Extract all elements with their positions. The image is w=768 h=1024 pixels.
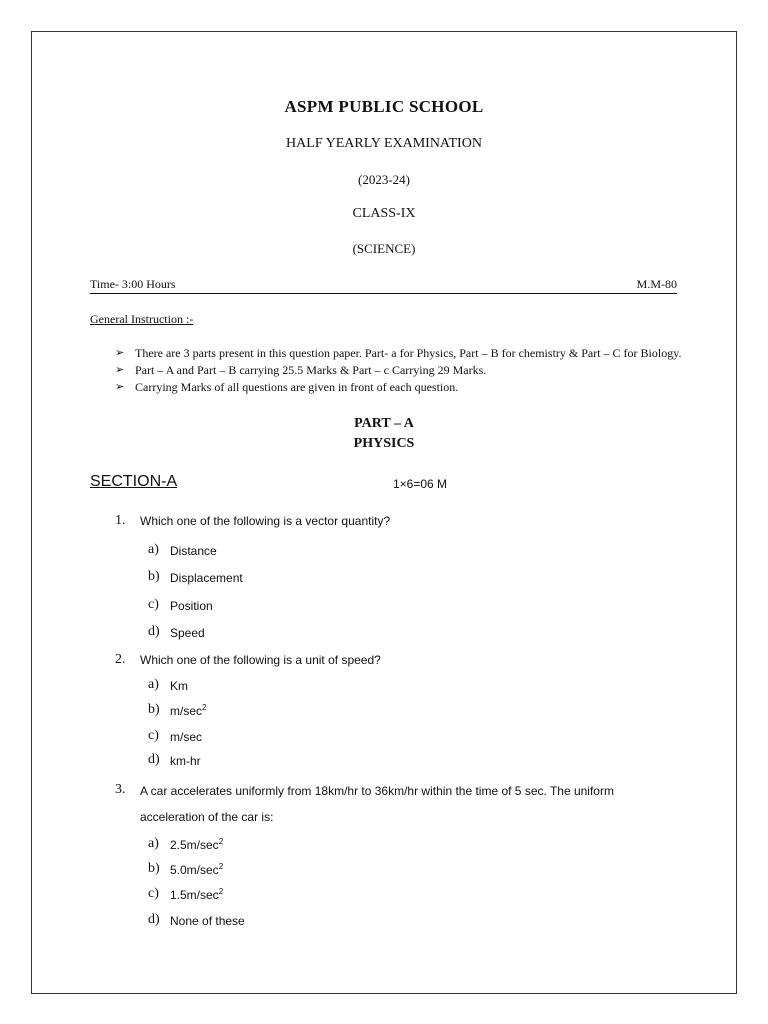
option-text: m/sec bbox=[170, 730, 203, 744]
question-text: Which one of the following is a unit of speed? bbox=[140, 653, 381, 667]
question-number: 2. bbox=[115, 652, 126, 667]
option-letter: c) bbox=[148, 597, 159, 612]
question-number: 1. bbox=[115, 513, 126, 528]
option-text: None of these bbox=[170, 914, 245, 928]
school-name: ASPM PUBLIC SCHOOL bbox=[284, 97, 484, 116]
option-letter: b) bbox=[148, 702, 160, 717]
option-value: m/sec bbox=[170, 704, 203, 718]
class-name: CLASS-IX bbox=[352, 206, 416, 221]
instruction-list bbox=[115, 346, 690, 397]
arrow-bullet-icon: ➢ bbox=[115, 381, 125, 393]
exam-title: HALF YEARLY EXAMINATION bbox=[286, 136, 482, 151]
option-letter: d) bbox=[148, 624, 160, 639]
option-text bbox=[170, 863, 223, 877]
option-text: Km bbox=[170, 679, 188, 693]
option-letter: c) bbox=[148, 728, 159, 743]
instruction-text: There are 3 parts present in this question paper. Part- a for Physics, Part – B for chemistry & Part – C for Biology. bbox=[135, 346, 682, 360]
superscript: 2 bbox=[218, 837, 224, 846]
option-letter: a) bbox=[148, 542, 159, 557]
max-marks: M.M-80 bbox=[636, 277, 677, 291]
instruction-item bbox=[115, 363, 690, 378]
option-text: Position bbox=[170, 599, 213, 613]
instruction-item bbox=[115, 346, 690, 361]
part-heading: PART – A bbox=[354, 416, 414, 431]
instruction-item bbox=[115, 380, 690, 395]
arrow-bullet-icon: ➢ bbox=[115, 347, 125, 359]
option-text: km-hr bbox=[170, 754, 201, 768]
option-text bbox=[170, 838, 223, 852]
option-letter: d) bbox=[148, 912, 160, 927]
question-number: 3. bbox=[115, 782, 126, 797]
option-letter: b) bbox=[148, 861, 160, 876]
option-value: 1.5m/sec bbox=[170, 888, 219, 902]
option-value: 5.0m/sec bbox=[170, 863, 219, 877]
time-duration: Time- 3:00 Hours bbox=[90, 277, 176, 291]
superscript: 2 bbox=[218, 887, 224, 896]
section-title: SECTION-A bbox=[90, 473, 178, 490]
exam-session: (2023-24) bbox=[358, 172, 410, 187]
option-text: Displacement bbox=[170, 571, 243, 585]
option-value: 2.5m/sec bbox=[170, 838, 219, 852]
arrow-bullet-icon: ➢ bbox=[115, 364, 125, 376]
option-text: Speed bbox=[170, 626, 205, 640]
option-text bbox=[170, 888, 223, 902]
superscript: 2 bbox=[202, 703, 207, 712]
question-text: Which one of the following is a vector quantity? bbox=[140, 514, 391, 528]
general-instruction-title: General Instruction :- bbox=[90, 312, 194, 326]
part-subject: PHYSICS bbox=[353, 436, 415, 451]
option-letter: c) bbox=[148, 886, 159, 901]
option-letter: b) bbox=[148, 569, 160, 584]
option-letter: a) bbox=[148, 677, 159, 692]
option-text bbox=[170, 704, 206, 718]
section-marks: 1×6=06 M bbox=[393, 477, 448, 491]
option-letter: a) bbox=[148, 836, 159, 851]
superscript: 2 bbox=[218, 862, 224, 871]
subject-name: (SCIENCE) bbox=[352, 241, 416, 256]
instruction-text: Carrying Marks of all questions are given in front of each question. bbox=[135, 380, 459, 394]
option-letter: d) bbox=[148, 752, 160, 767]
option-text: Distance bbox=[170, 544, 217, 558]
question-text: A car accelerates uniformly from 18km/hr to 36km/hr within the time of 5 sec. The uniform acceleration of the car is: bbox=[140, 784, 614, 824]
time-marks-row bbox=[90, 277, 677, 294]
instruction-text: Part – A and Part – B carrying 25.5 Marks & Part – c Carrying 29 Marks. bbox=[135, 363, 487, 377]
